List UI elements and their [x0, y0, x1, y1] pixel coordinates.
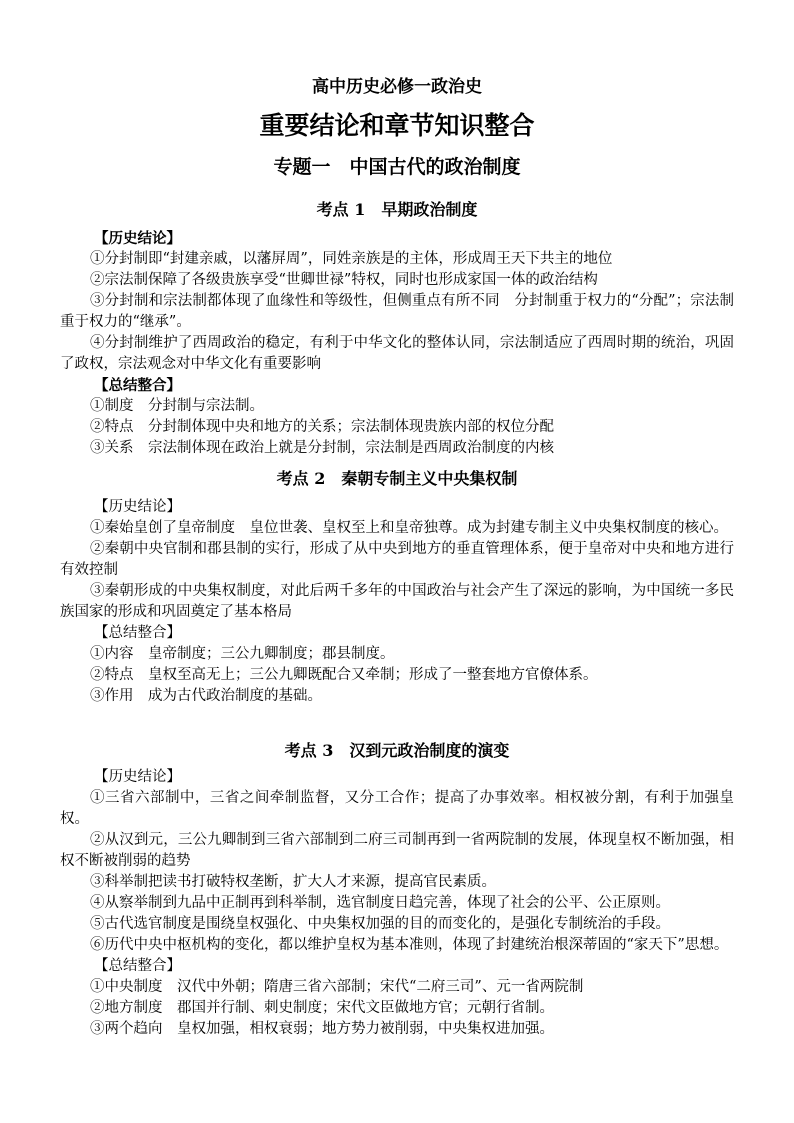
summary-item: ③两个趋向 皇权加强，相权衰弱；地方势力被削弱，中央集权进加强。: [90, 1021, 554, 1037]
summary-item: ①内容 皇帝制度；三公九卿制度；郡县制度。: [90, 646, 395, 662]
conclusion-item: ③分封制和宗法制都体现了血缘性和等级性，但侧重点有所不同 分封制重于权力的“分配”；宗法制重于权力的“继承”。: [60, 293, 734, 330]
topic-heading: 专题一 中国古代的政治制度: [273, 156, 521, 178]
conclusion-item: ①三省六部制中，三省之间牵制监督，又分工合作；提高了办事效率。相权被分割，有利于加强皇权。: [60, 790, 734, 827]
summary-item: ②地方制度 郡国并行制、刺史制度；宋代文臣做地方官；元朝行省制。: [90, 1000, 554, 1016]
summary-item: ③作用 成为古代政治制度的基础。: [90, 688, 322, 704]
summary-label: 【总结整合】: [94, 958, 181, 974]
conclusion-item: ①分封制即“封建亲戚，以藩屏周”，同姓亲族是的主体，形成周王天下共主的地位: [90, 251, 613, 267]
conclusion-item: ②从汉到元，三公九卿制到三省六部制到二府三司制再到一省两院制的发展，体现皇权不断加强，相权不断被削弱的趋势: [60, 832, 734, 869]
summary-label: 【总结整合】: [94, 377, 181, 394]
conclusion-item: ⑤古代选官制度是围绕皇权强化、中央集权加强的目的而变化的，是强化专制统治的手段。: [90, 916, 670, 932]
conclusion-item: ③秦朝形成的中央集权制度，对此后两千多年的中国政治与社会产生了深远的影响，为中国统一多民族国家的形成和巩固奠定了基本格局: [60, 583, 734, 620]
conclusion-item: ④分封制维护了西周政治的稳定，有利于中华文化的整体认同，宗法制适应了西周时期的统治，巩固了政权，宗法观念对中华文化有重要影响: [60, 335, 734, 372]
summary-label: 【总结整合】: [94, 625, 181, 641]
section-1-body: [60, 228, 734, 459]
summary-item: ②特点 皇权至高无上；三公九卿既配合又牵制；形成了一整套地方官僚体系。: [90, 667, 598, 683]
section-2-body: [60, 497, 734, 707]
conclusion-label: 【历史结论】: [94, 499, 181, 515]
section-3-heading: 考点 3 汉到元政治制度的演变: [284, 741, 510, 760]
summary-item: ①制度 分封制与宗法制。: [90, 398, 264, 414]
conclusion-item: ②秦朝中央官制和郡县制的实行，形成了从中央到地方的垂直管理体系，便于皇帝对中央和地方进行有效控制: [60, 541, 734, 578]
section-3-body: [60, 767, 734, 1040]
summary-item: ①中央制度 汉代中外朝；隋唐三省六部制；宋代“二府三司”、元一省两院制: [90, 979, 584, 995]
doc-subtitle: 高中历史必修一政治史: [312, 77, 482, 97]
conclusion-item: ③科举制把读书打破特权垄断，扩大人才来源，提高官民素质。: [90, 874, 496, 890]
summary-item: ②特点 分封制体现中央和地方的关系；宗法制体现贵族内部的权位分配: [90, 419, 554, 435]
conclusion-item: ①秦始皇创了皇帝制度 皇位世袭、皇权至上和皇帝独尊。成为封建专制主义中央集权制度的核心。: [90, 520, 728, 536]
summary-item: ③关系 宗法制体现在政治上就是分封制，宗法制是西周政治制度的内核: [90, 440, 554, 456]
conclusion-item: ⑥历代中央中枢机构的变化，都以维护皇权为基本准则，体现了封建统治根深蒂固的“家天下”思想。: [90, 937, 729, 953]
conclusion-item: ④从察举制到九品中正制再到科举制，选官制度日趋完善，体现了社会的公平、公正原则。: [90, 895, 670, 911]
conclusion-label: 【历史结论】: [94, 769, 181, 785]
conclusion-item: ②宗法制保障了各级贵族享受“世卿世禄”特权，同时也形成家国一体的政治结构: [90, 272, 598, 288]
conclusion-label: 【历史结论】: [94, 230, 181, 247]
section-1-heading: 考点 1 早期政治制度: [316, 200, 478, 219]
doc-title: 重要结论和章节知识整合: [259, 111, 535, 140]
section-2-heading: 考点 2 秦朝专制主义中央集权制: [276, 469, 518, 488]
